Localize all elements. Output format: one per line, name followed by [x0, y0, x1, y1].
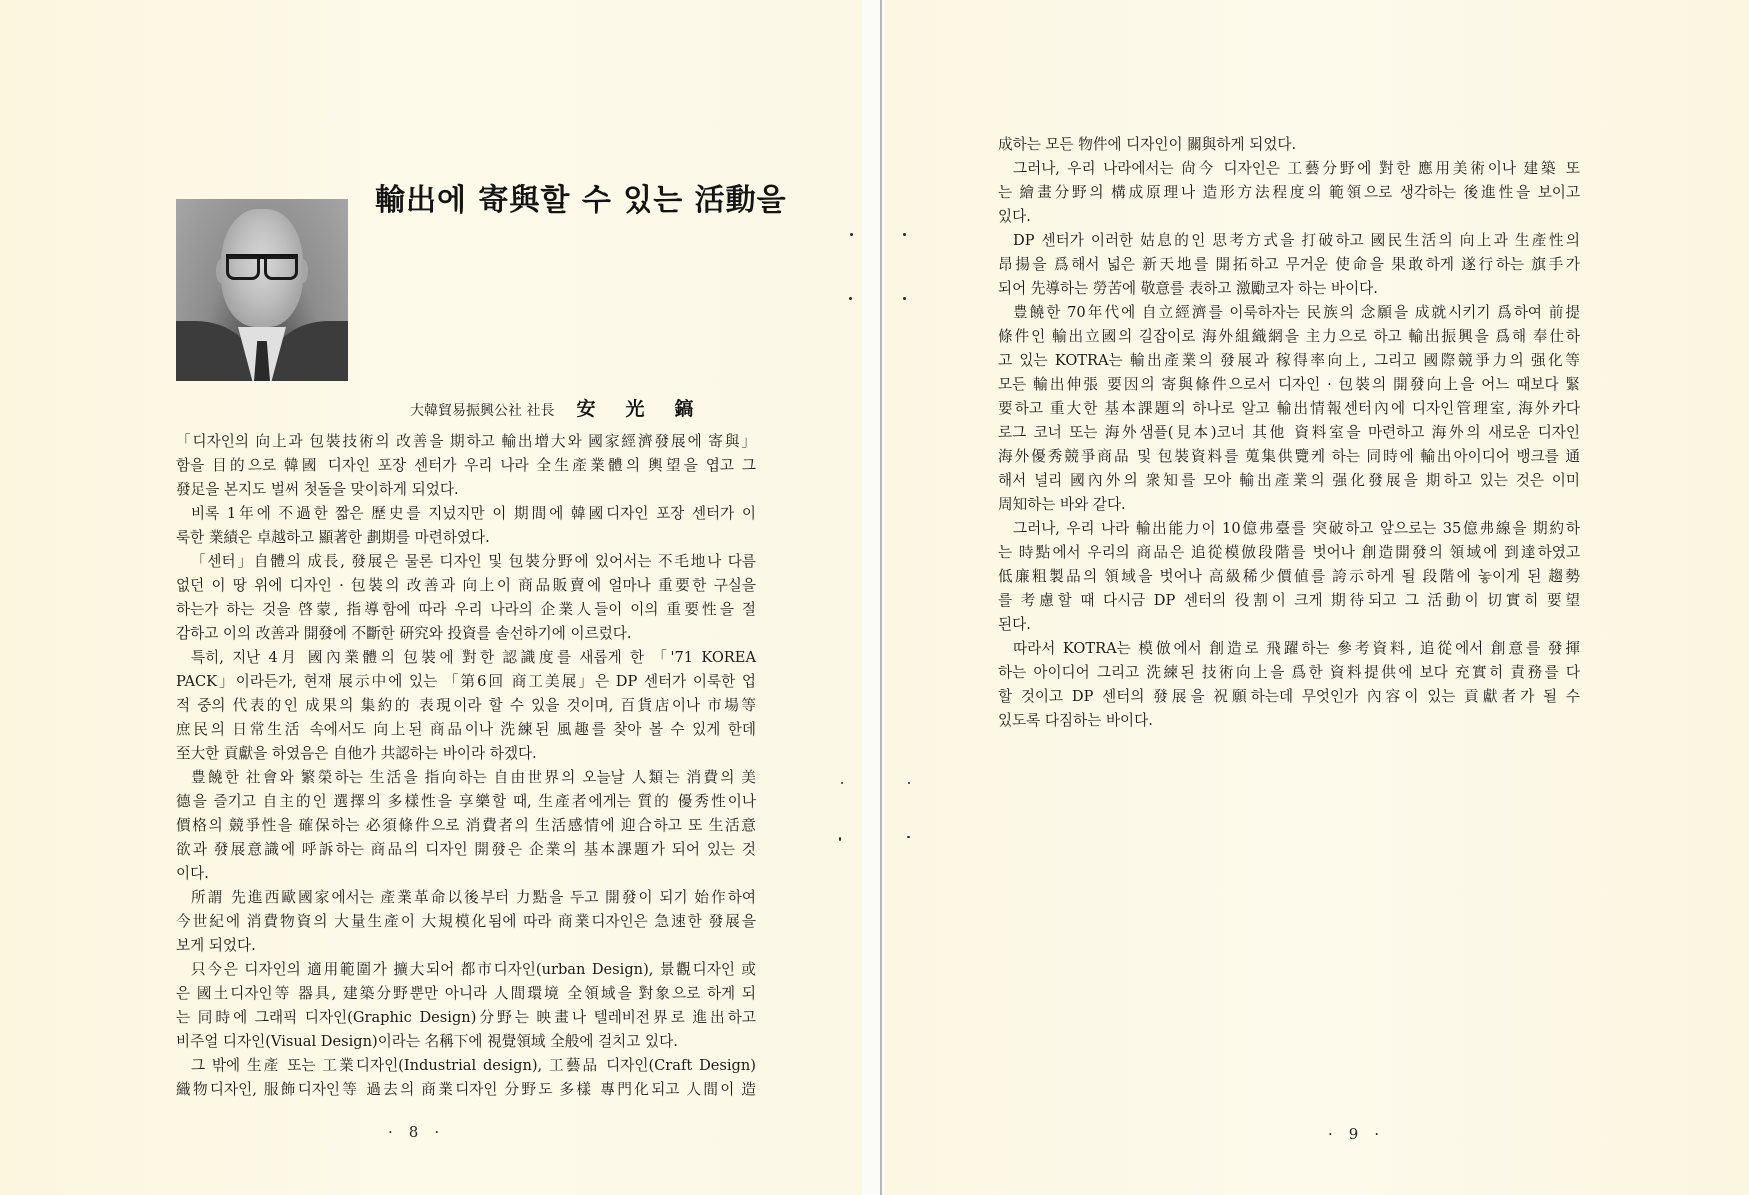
text-line: 를 考慮할 때 다시금 DP 센터의 役割이 크게 期待되고 그 活動이 切實히 要望 [998, 592, 1580, 609]
text-line: 周知하는 바와 같다. [998, 496, 1126, 513]
text-line: 모든 輸出伸張 要因의 寄與條件으로서 디자인 · 包裝의 開發向上을 어느 때보다 緊 [998, 376, 1580, 393]
page-number-dot: · [1328, 1125, 1335, 1143]
binding-speck [903, 297, 906, 300]
text-line: 는 同時에 그래픽 디자인(Graphic Design)分野는 映畫나 텔레비전界로 進出하고 [176, 1009, 756, 1026]
text-line: 로그 코너 또는 海外샘플(見本)코너 其他 資料室을 마련하고 海外의 새로운 디자인 [998, 424, 1580, 441]
text-line: 고 있는 KOTRA는 輸出產業의 發展과 稼得率向上, 그리고 國際競爭力의 强化等 [998, 352, 1580, 369]
portrait-glasses [226, 254, 298, 279]
text-line: 豊饒한 社會와 繁榮하는 生活을 指向하는 自由世界의 오늘날 人類는 消費의 美 [191, 769, 756, 786]
page-number-right [1314, 1125, 1395, 1143]
text-line: 보게 되었다. [176, 937, 256, 954]
text-line: 하는가 하는 것을 啓蒙, 指導함에 따라 우리 나라의 企業人들이 이의 重要性을 절 [176, 601, 756, 618]
text-line: 그러나, 우리 나라에서는 尙今 디자인은 工藝分野에 對한 應用美術이나 建築 또 [1013, 160, 1580, 177]
text-line: 海外優秀競爭商品 및 包裝資料를 蒐集供覽케 하는 同時에 輸出아이디어 뱅크를 通 [998, 448, 1580, 465]
text-line: 「디자인의 向上과 包裝技術의 改善을 期하고 輸出增大와 國家經濟發展에 寄與」 [176, 433, 756, 450]
page-number-dot: · [434, 1123, 442, 1141]
text-line: 는 時點에서 우리의 商品은 追從模倣段階를 벗어나 創造開發의 領域에 到達하였고 [998, 544, 1580, 561]
text-line: 그 밖에 生產 또는 工業디자인(Industrial design), 工藝品 디자인(Craft Design) [191, 1057, 756, 1074]
text-line: 비주얼 디자인(Visual Design)이라는 名稱下에 視覺領域 全般에 걸치고 있다. [176, 1033, 678, 1050]
page-number-dot: · [388, 1123, 395, 1141]
text-line: 「센터」自體의 成長, 發展은 물론 디자인 및 包裝分野에 있어서는 不毛地나 다름 [191, 553, 756, 570]
binding-speck [849, 297, 852, 300]
text-line: 織物디자인, 服飾디자인等 過去의 商業디자인 分野도 多樣 專門化되고 人間이 造 [176, 1081, 756, 1098]
text-line: 특히, 지난 4月 國內業體의 包裝에 對한 認識度를 새롭게 한 「'71 KOREA [191, 649, 756, 666]
text-line: 發足을 본지도 벌써 첫돌을 맞이하게 되었다. [176, 481, 459, 498]
binding-speck [850, 233, 853, 236]
text-line: 된다. [998, 616, 1031, 633]
right-page [886, 0, 1749, 1195]
text-line: 없던 이 땅 위에 디자인 · 包裝의 改善과 向上이 商品販賣에 얼마나 重要한 구실을 [176, 577, 756, 594]
author-organization: 大韓貿易振興公社 社長 [410, 403, 555, 419]
gutter-margin-left [862, 0, 880, 1195]
text-line: 는 繪畫分野의 構成原理나 造形方法程度의 範領으로 생각하는 後進性을 보이고 [998, 184, 1580, 201]
article-title: 輸出에 寄與할 수 있는 活動을 [375, 183, 787, 219]
text-line: 따라서 KOTRA는 模倣에서 創造로 飛躍하는 參考資料, 追從에서 創意를 發揮 [1013, 640, 1580, 657]
text-line: 이다. [176, 865, 209, 882]
text-line: 함을 目的으로 韓國 디자인 포장 센터가 우리 나라 全生產業體의 輿望을 엽고 그 [176, 457, 756, 474]
text-line: 감하고 이의 改善과 開發에 不斷한 硏究와 投資를 솔선하기에 이르렀다. [176, 625, 632, 642]
text-line: PACK」이라든가, 현재 展示中에 있는 「第6回 商工美展」은 DP 센터가 이룩한 업 [176, 673, 756, 690]
binding-speck [839, 837, 841, 841]
text-line: 昂揚을 爲해서 넓은 新天地를 開拓하고 무거운 使命을 果敢하게 遂行하는 旗手가 [998, 256, 1580, 273]
text-line: 할 것이고 DP 센터의 發展을 祝願하는데 무엇인가 內容이 있는 貢獻者가 될 수 [998, 688, 1580, 705]
byline [410, 394, 723, 421]
text-line: 至大한 貢獻을 하였음은 自他가 共認하는 바이라 하겠다. [176, 745, 537, 762]
page-number-value: 9 [1348, 1125, 1361, 1143]
binding-speck [903, 233, 906, 236]
text-line: 룩한 業績은 卓越하고 顯著한 劃期를 마련하였다. [176, 529, 490, 546]
right-body-text [998, 133, 1580, 733]
text-line: 今世紀에 消費物資의 大量生產이 大規模化됨에 따라 商業디자인은 急速한 發展을 [176, 913, 756, 930]
text-line: 德을 즐기고 自主的인 選擇의 多樣性을 享樂할 때, 生產者에게는 質的 優秀性이나 [176, 793, 756, 810]
left-page [0, 0, 862, 1195]
binding-speck [907, 836, 910, 838]
text-line: 豊饒한 70年代에 自立經濟를 이룩하자는 民族의 念願을 成就시키기 爲하여 前提 [1013, 304, 1580, 321]
text-line: 그러나, 우리 나라 輸出能力이 10億弗臺를 突破하고 앞으로는 35億弗線을 期約하 [1013, 520, 1580, 537]
text-line: 欲과 發展意識에 呼訴하는 商品의 디자인 開發은 企業의 基本課題가 되어 있는 것 [176, 841, 756, 858]
text-line: 해서 널리 國內外의 衆知를 모아 輸出產業의 强化發展을 期하고 있는 것은 이미 [998, 472, 1580, 489]
text-line: 所謂 先進西歐國家에서는 產業革命以後부터 力點을 두고 開發이 되기 始作하여 [191, 889, 756, 906]
page-number-left [374, 1123, 455, 1141]
text-line: DP 센터가 이러한 姑息的인 思考方式을 打破하고 國民生活의 向上과 生產性의 [1013, 232, 1580, 249]
text-line: 庶民의 日常生活 속에서도 向上된 商品이나 洗練된 風趣를 찾아 볼 수 있게 한데 [176, 721, 756, 738]
page-number-dot: · [1374, 1125, 1382, 1143]
text-line: 되어 先導하는 勞苦에 敬意를 表하고 激勵코자 하는 바이다. [998, 280, 1378, 297]
text-line: 價格의 競爭性을 確保하는 必須條件으로 消費者의 生活感情에 迎合하고 또 生活意 [176, 817, 756, 834]
text-line: 成하는 모든 物件에 디자인이 關與하게 되었다. [998, 136, 1297, 153]
text-line: 있도록 다짐하는 바이다. [998, 712, 1153, 729]
text-line: 低廉粗製品의 領域을 벗어나 高級稀少價値를 誇示하게 될 段階에 놓이게 된 趨勢 [998, 568, 1580, 585]
binding-speck [841, 782, 843, 784]
page-number-value: 8 [408, 1123, 421, 1141]
text-line: 要하고 重大한 基本課題의 하나로 알고 輸出情報센터內에 디자인管理室, 海外카다 [998, 400, 1580, 417]
text-line: 은 國土디자인等 器具, 建築分野뿐만 아니라 人間環境 全領域을 對象으로 하게 되 [176, 985, 756, 1002]
left-body-text [176, 430, 756, 1102]
text-line: 있다. [998, 208, 1031, 225]
binding-speck [908, 782, 910, 784]
text-line: 비록 1年에 不過한 짧은 歷史를 지넜지만 이 期間에 韓國디자인 포장 센터가 이 [191, 505, 756, 522]
author-portrait-photo [176, 199, 348, 381]
text-line: 只今은 디자인의 適用範圍가 擴大되어 都市디자인(urban Design), 景觀디자인 或 [191, 961, 756, 978]
text-line: 하는 아이디어 그리고 洗練된 技術向上을 爲한 資料提供에 보다 充實히 責務를 다 [998, 664, 1580, 681]
text-line: 적 중의 代表的인 成果의 集約的 表現이라 할 수 있을 것이며, 百貨店이나 市場等 [176, 697, 756, 714]
author-name: 安光鎬 [576, 398, 724, 420]
text-line: 條件인 輸出立國의 길잡이로 海外組織網을 主力으로 하고 輸出振興을 爲해 奉仕하 [998, 328, 1580, 345]
